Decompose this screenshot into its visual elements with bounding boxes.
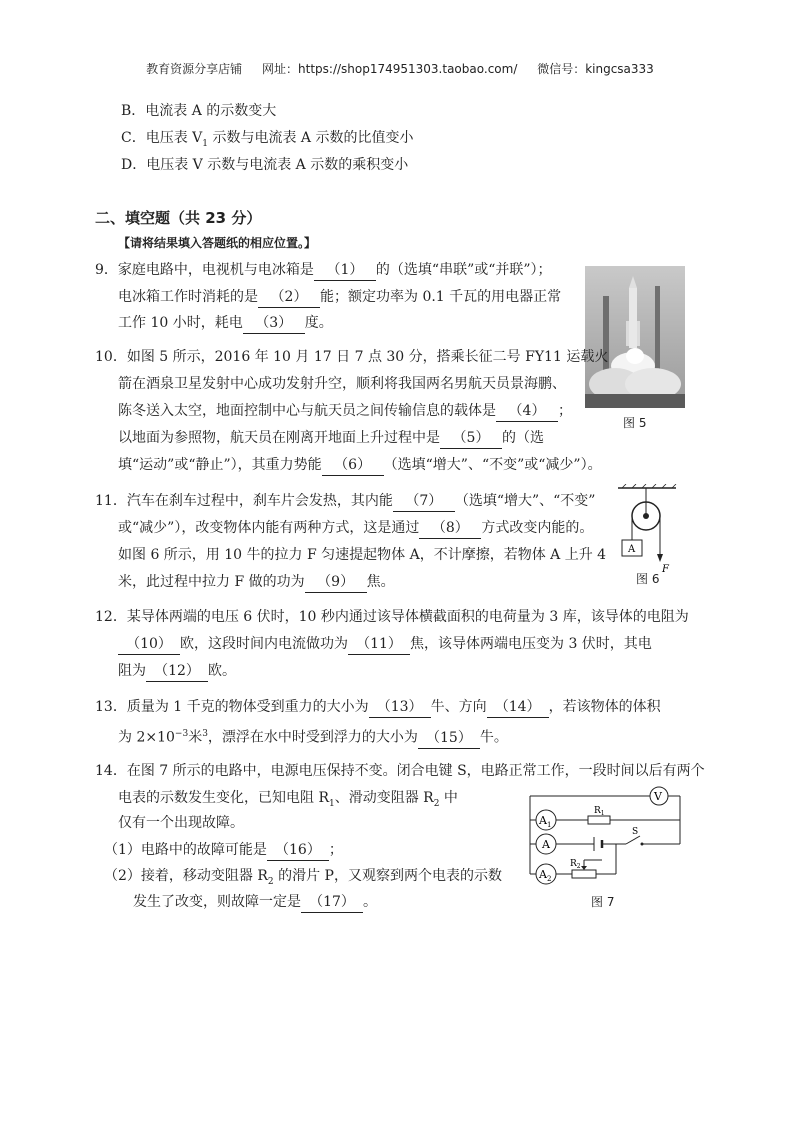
- option-c: C．电压表 $V_1$ 示数与电流表 A 示数的比值变小: [121, 130, 414, 149]
- q9-line1: 9．家庭电路中，电视机与电冰箱是 （1） 的（选填“串联”或“并联”）；: [95, 260, 552, 281]
- answer-blank-7[interactable]: （7）: [393, 491, 455, 512]
- voltmeter-label: V: [654, 790, 662, 803]
- header-shop: 教育资源分享店铺: [146, 62, 243, 76]
- answer-blank-17[interactable]: （17）: [301, 892, 363, 913]
- answer-blank-10[interactable]: （10）: [118, 634, 180, 655]
- figure-7-caption: 图 7: [591, 895, 615, 909]
- resistor-r1-label: $R_1$: [594, 806, 605, 817]
- circuit-svg: [522, 774, 688, 890]
- section-title: 二、填空题（共 23 分）: [95, 209, 262, 227]
- answer-blank-4[interactable]: （4）: [496, 401, 558, 422]
- answer-blank-15[interactable]: （15）: [418, 728, 480, 749]
- q14-part3: 发生了改变，则故障一定是 （17） 。: [133, 892, 377, 913]
- answer-blank-8[interactable]: （8）: [419, 518, 481, 539]
- ammeter-a-label: A: [542, 838, 550, 851]
- q11-line2: 或“减少”），改变物体内能有两种方式，这是通过 （8） 方式改变内能的。: [118, 518, 593, 539]
- section-note: 【请将结果填入答题纸的相应位置。】: [118, 236, 317, 250]
- q10-line4: 以地面为参照物，航天员在刚离开地面上升过程中是 （5） 的（选: [118, 428, 544, 449]
- pulley-svg: [612, 484, 682, 572]
- q9-line3: 工作 10 小时，耗电 （3） 度。: [118, 313, 333, 334]
- q14-line3: 仅有一个出现故障。: [118, 815, 244, 831]
- figure-6-caption: 图 6: [636, 572, 660, 586]
- q14-part1: （1）电路中的故障可能是 （16） ；: [104, 840, 343, 861]
- q11-line4: 米，此过程中拉力 F 做的功为 （9） 焦。: [118, 572, 395, 593]
- circuit-diagram: [522, 774, 688, 890]
- answer-blank-9[interactable]: （9）: [305, 572, 367, 593]
- ammeter-a1-label: $A_1$: [539, 814, 552, 829]
- q10-line5: 填“运动”或“静止”），其重力势能 （6） （选填“增大”、“不变”或“减少”）。: [118, 455, 602, 476]
- page-header: [0, 60, 800, 77]
- answer-blank-12[interactable]: （12）: [146, 661, 208, 682]
- q13-line2: 为 $2\times 10^{-3}$米$^3$，漂浮在水中时受到浮力的大小为 （15） 牛。: [118, 724, 508, 749]
- rocket-image: [585, 266, 685, 408]
- answer-blank-3[interactable]: （3）: [243, 313, 305, 334]
- option-d: D．电压表 V 示数与电流表 A 示数的乘积变小: [121, 157, 409, 173]
- answer-blank-5[interactable]: （5）: [440, 428, 502, 449]
- pulley-diagram: [612, 484, 682, 572]
- option-b: B．电流表 A 的示数变大: [121, 103, 277, 119]
- answer-blank-1[interactable]: （1）: [314, 260, 376, 281]
- ammeter-a2-label: $A_2$: [539, 868, 552, 883]
- q14-line1: 14．在图 7 所示的电路中，电源电压保持不变。闭合电键 S，电路正常工作，一段时间以后有两个: [95, 763, 705, 779]
- q12-line3: 阻为 （12） 欧。: [118, 661, 236, 682]
- q11-line1: 11．汽车在刹车过程中，刹车片会发热，其内能 （7） （选填“增大”、“不变”: [95, 491, 595, 512]
- answer-blank-2[interactable]: （2）: [258, 287, 320, 308]
- header-url: 网址：https://shop174951303.taobao.com/: [262, 62, 518, 76]
- q9-line2: 电冰箱工作时消耗的是 （2） 能；额定功率为 0.1 千瓦的用电器正常: [118, 287, 561, 308]
- header-wechat: 微信号：kingcsa333: [537, 62, 654, 76]
- q14-line2: 电表的示数发生变化，已知电阻 $R_1$、滑动变阻器 $R_2$ 中: [118, 790, 458, 809]
- q13-line1: 13．质量为 1 千克的物体受到重力的大小为 （13） 牛、方向 （14） ，若该物体的体积: [95, 697, 661, 718]
- pulley-force-label: F: [662, 564, 669, 572]
- answer-blank-16[interactable]: （16）: [267, 840, 329, 861]
- switch-label: S: [632, 827, 639, 837]
- q12-line1: 12．某导体两端的电压 6 伏时，10 秒内通过该导体横截面积的电荷量为 3 库，该导体的电阻为: [95, 609, 689, 625]
- q10-line3: 陈冬送入太空，地面控制中心与航天员之间传输信息的载体是 （4） ；: [118, 401, 572, 422]
- answer-blank-14[interactable]: （14）: [487, 697, 549, 718]
- q12-line2: （10） 欧，这段时间内电流做功为 （11） 焦，该导体两端电压变为 3 伏时，其电: [118, 634, 652, 655]
- q11-line3: 如图 6 所示，用 10 牛的拉力 F 匀速提起物体 A，不计摩擦，若物体 A 上升 4: [118, 547, 607, 563]
- q10-line2: 箭在酒泉卫星发射中心成功发射升空，顺利将我国两名男航天员景海鹏、: [118, 376, 566, 392]
- figure-5-caption: 图 5: [623, 416, 647, 430]
- resistor-r2-label: $R_2$: [570, 859, 581, 870]
- q14-part2: （2）接着，移动变阻器 $R_2$ 的滑片 P，又观察到两个电表的示数: [104, 868, 502, 887]
- rocket-launch-photo: [585, 266, 685, 408]
- answer-blank-11[interactable]: （11）: [348, 634, 410, 655]
- q10-line1: 10．如图 5 所示，2016 年 10 月 17 日 7 点 30 分，搭乘长征二号 FY11 运载火: [95, 349, 609, 365]
- pulley-block-label: A: [628, 544, 636, 555]
- answer-blank-13[interactable]: （13）: [369, 697, 431, 718]
- answer-blank-6[interactable]: （6）: [322, 455, 384, 476]
